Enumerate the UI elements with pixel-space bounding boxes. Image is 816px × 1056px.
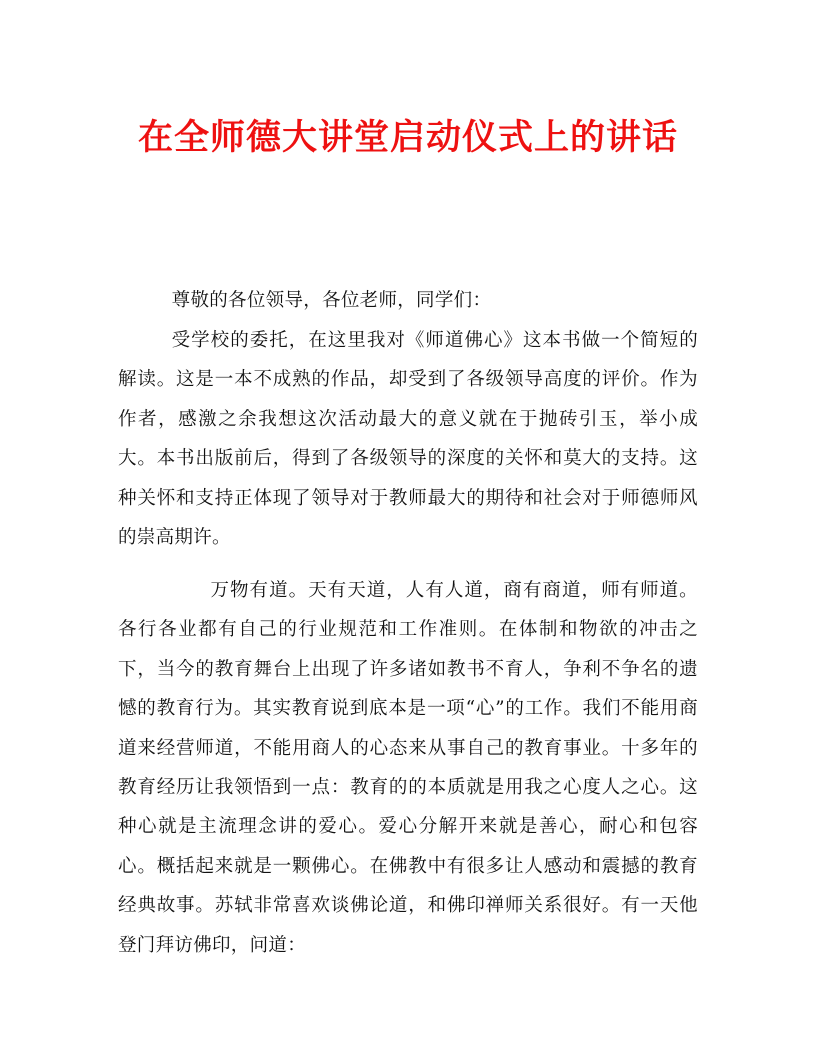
salutation: 尊敬的各位领导，各位老师，同学们： xyxy=(171,290,492,311)
paragraph-2: 万物有道。天有天道，人有人道，商有商道，师有师道。各行各业都有自己的行业规范和工作准则。在体制和物欲的冲击之下，当今的教育舞台上出现了许多诸如教书不育人，争利不争名的遗憾的教育行为。其实教育说到底本是一项“心”的工作。我们不能用商道来经营师道，不能用商人的心态来从事自己的教育事业。十多年的教育经历让我领悟到一点：教育的的本质就是用我之心度人之心。这种心就是主流理念讲的爱心。爱心分解开来就是善心，耐心和包容心。概括起来就是一颗佛心。在佛教中有很多让人感动和震撼的教育经典故事。苏轼非常喜欢谈佛论道，和佛印禅师关系很好。有一天他登门拜访佛印，问道： xyxy=(118,580,698,956)
document-title: 在全师德大讲堂启动仪式上的讲话 xyxy=(137,117,678,158)
paragraph-1: 受学校的委托，在这里我对《师道佛心》这本书做一个简短的解读。这是一本不成熟的作品，却受到了各级领导高度的评价。作为作者，感激之余我想这次活动最大的意义就在于抛砖引玉，举小成大。本书出版前后，得到了各级领导的深度的关怀和莫大的支持。这种关怀和支持正体现了领导对于教师最大的期待和社会对于师德师风的崇高期许。 xyxy=(118,330,698,549)
